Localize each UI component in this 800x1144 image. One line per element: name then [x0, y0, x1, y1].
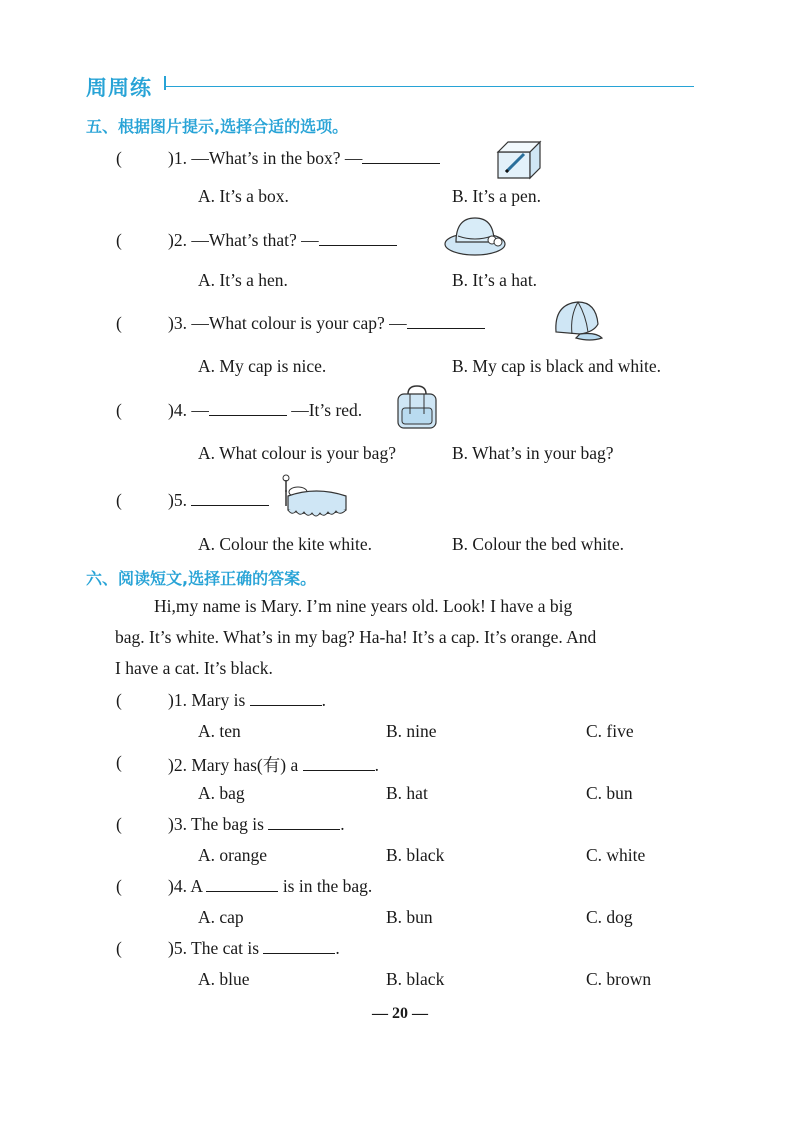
cap-picture: [550, 298, 606, 344]
question-text: —What colour is your cap? —: [191, 313, 407, 333]
question-number: )2.: [168, 230, 187, 250]
option-c[interactable]: C. brown: [586, 969, 652, 989]
option-b[interactable]: B. black: [386, 845, 445, 865]
option-b[interactable]: B. hat: [386, 783, 428, 803]
option-c[interactable]: C. dog: [586, 907, 633, 927]
page-number: — 20 —: [372, 1005, 428, 1022]
answer-paren: (: [116, 490, 122, 510]
question-number: )1.: [168, 148, 187, 168]
question-text-end: is in the bag.: [278, 876, 373, 896]
question-number: )5.: [168, 490, 187, 510]
question-6-4: [168, 876, 372, 897]
option-b[interactable]: B. Colour the bed white.: [452, 534, 625, 554]
option-b[interactable]: B. What’s in your bag?: [452, 443, 614, 463]
answer-blank[interactable]: [407, 314, 485, 329]
answer-blank[interactable]: [250, 691, 322, 706]
option-c[interactable]: C. bun: [586, 783, 633, 803]
question-text: The bag is: [191, 814, 269, 834]
question-text: The cat is: [191, 938, 264, 958]
question-5-2: [168, 230, 397, 251]
answer-paren: (: [116, 400, 122, 420]
question-number: )2.: [168, 755, 187, 775]
question-number: )3.: [168, 814, 187, 834]
question-text: —What’s that? —: [191, 230, 319, 250]
question-text-after: —It’s red.: [286, 400, 363, 420]
option-c[interactable]: C. white: [586, 845, 646, 865]
question-text: —What’s in the box? —: [191, 148, 363, 168]
answer-blank[interactable]: [206, 877, 278, 892]
answer-blank[interactable]: [303, 756, 375, 771]
question-number: )1.: [168, 690, 187, 710]
option-b[interactable]: B. It’s a hat.: [452, 270, 538, 290]
question-text-end: .: [335, 938, 340, 958]
question-text: Mary is: [191, 690, 250, 710]
passage-line: bag. It’s white. What’s in my bag? Ha-ha! It’s a cap. It’s orange. And: [115, 627, 597, 647]
question-number: )3.: [168, 313, 187, 333]
answer-paren: (: [116, 814, 122, 834]
question-text: A: [190, 876, 207, 896]
question-number: )4.: [168, 400, 187, 420]
option-c[interactable]: C. five: [586, 721, 634, 741]
option-b[interactable]: B. black: [386, 969, 445, 989]
question-6-5: [168, 938, 340, 959]
pen-in-box-picture: [494, 138, 544, 180]
question-5-5: [168, 490, 269, 511]
page-title: 周周练: [86, 76, 152, 100]
question-text-end: .: [321, 690, 327, 710]
question-text-end: .: [374, 755, 379, 775]
header-divider-tick: [164, 76, 166, 90]
answer-paren: (: [116, 313, 122, 333]
question-6-2: [168, 752, 379, 777]
answer-paren: (: [116, 690, 122, 710]
bag-picture: [392, 384, 442, 432]
question-5-1: [168, 148, 440, 169]
option-a[interactable]: A. cap: [198, 907, 244, 927]
passage-line: Hi,my name is Mary. I’m nine years old. Look! I have a big: [154, 596, 573, 616]
option-b[interactable]: B. nine: [386, 721, 437, 741]
option-a[interactable]: A. My cap is nice.: [198, 356, 327, 376]
bed-picture: [280, 470, 352, 526]
option-b[interactable]: B. My cap is black and white.: [452, 356, 661, 376]
answer-paren: (: [116, 230, 122, 250]
question-6-3: [168, 814, 345, 835]
answer-blank[interactable]: [209, 401, 287, 416]
answer-paren: (: [116, 752, 122, 772]
question-text-end: .: [340, 814, 345, 834]
header-divider-line: [164, 86, 694, 87]
section-6-title: 六、阅读短文,选择正确的答案。: [86, 569, 317, 588]
section-5-title: 五、根据图片提示,选择合适的选项。: [86, 117, 349, 136]
passage-line: I have a cat. It’s black.: [115, 658, 273, 678]
answer-paren: (: [116, 938, 122, 958]
option-a[interactable]: A. blue: [198, 969, 250, 989]
question-6-1: [168, 690, 326, 711]
question-number: )5.: [168, 938, 187, 958]
question-text: Mary has(有) a: [191, 755, 303, 775]
option-a[interactable]: A. bag: [198, 783, 245, 803]
answer-blank[interactable]: [319, 231, 397, 246]
answer-blank[interactable]: [268, 815, 340, 830]
answer-blank[interactable]: [191, 491, 269, 506]
option-b[interactable]: B. bun: [386, 907, 433, 927]
option-a[interactable]: A. It’s a hen.: [198, 270, 288, 290]
question-5-4: [168, 400, 362, 421]
option-a[interactable]: A. It’s a box.: [198, 186, 289, 206]
option-b[interactable]: B. It’s a pen.: [452, 186, 541, 206]
answer-blank[interactable]: [263, 939, 335, 954]
question-text-before: —: [191, 400, 209, 420]
question-number: )4.: [168, 876, 187, 896]
hat-picture: [442, 212, 508, 258]
answer-paren: (: [116, 876, 122, 896]
option-a[interactable]: A. ten: [198, 721, 241, 741]
option-a[interactable]: A. What colour is your bag?: [198, 443, 396, 463]
option-a[interactable]: A. Colour the kite white.: [198, 534, 373, 554]
option-a[interactable]: A. orange: [198, 845, 268, 865]
answer-paren: (: [116, 148, 122, 168]
question-5-3: [168, 313, 485, 334]
answer-blank[interactable]: [362, 149, 440, 164]
